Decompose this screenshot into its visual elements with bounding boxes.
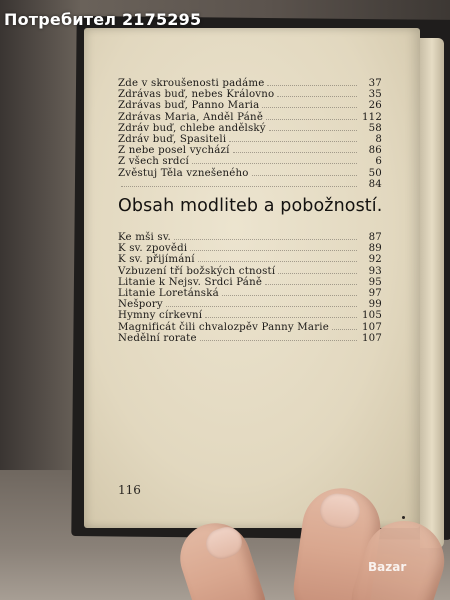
index-entry (118, 288, 382, 299)
leader-dots (200, 340, 357, 341)
index-entry (118, 299, 382, 310)
index-entry (118, 156, 382, 167)
entry-title: K sv. přijímání (118, 254, 195, 266)
leader-dots (262, 107, 357, 108)
leader-dots (277, 96, 357, 97)
entry-title: Magnificát čili chvalozpěv Panny Marie (118, 321, 329, 333)
entry-page-number: 112 (361, 111, 382, 123)
entry-page-number: 107 (361, 321, 382, 333)
entry-page-number: 26 (368, 100, 382, 112)
entry-title: Zdrávas buď, Panno Maria (118, 100, 260, 112)
page-text (84, 28, 420, 528)
entry-page-number: 87 (368, 232, 382, 243)
print-mark (402, 516, 405, 519)
entry-title: Zdráv buď, Spasiteli (118, 134, 227, 146)
entry-page-number: 93 (368, 265, 382, 277)
leader-dots (121, 186, 357, 187)
entry-page-number: 89 (368, 243, 382, 255)
entry-title: Hymny církevní (118, 310, 203, 322)
entry-title: Zde v skroušenosti padáme (118, 78, 265, 89)
page-edges (420, 38, 444, 548)
section-title: Obsah modliteb a pobožností. (118, 196, 383, 216)
book-page (84, 28, 420, 528)
entry-title: Litanie Loretánská (118, 288, 219, 300)
index-top-entries (118, 78, 382, 190)
entry-title: Zdrávas buď, nebes Královno (118, 89, 275, 101)
index-entry (118, 277, 382, 288)
entry-page-number: 92 (368, 254, 382, 266)
leader-dots (174, 239, 357, 240)
entry-title: Litanie k Nejsv. Srdci Páně (118, 276, 263, 288)
entry-title: Nešpory (118, 299, 163, 311)
index-entry (118, 179, 382, 190)
site-logo: Bazar (368, 560, 407, 574)
leader-dots (278, 273, 357, 274)
entry-page-number: 50 (368, 167, 382, 179)
entry-title: Nedělní rorate (118, 332, 197, 344)
entry-page-number: 6 (375, 156, 382, 168)
leader-dots (198, 261, 357, 262)
entry-page-number: 8 (375, 134, 382, 146)
entry-page-number: 105 (361, 310, 382, 322)
entry-page-number: 107 (361, 332, 382, 344)
entry-page-number: 95 (368, 276, 382, 288)
leader-dots (269, 130, 357, 131)
leader-dots (233, 152, 357, 153)
entry-title: Zdrávas Maria, Anděl Páně (118, 111, 264, 123)
index-entry (118, 134, 382, 145)
entry-title: Z všech srdcí (118, 156, 190, 168)
leader-dots (166, 306, 357, 307)
index-entry (118, 254, 382, 265)
index-entry (118, 112, 382, 123)
entry-title: K sv. zpovědi (118, 243, 188, 255)
index-entry (118, 243, 382, 254)
entry-title: Z nebe posel vychází (118, 145, 230, 157)
entry-page-number: 35 (368, 89, 382, 101)
index-entry (118, 333, 382, 344)
watermark-text: Потребител 2175295 (4, 10, 202, 29)
entry-page-number: 37 (368, 78, 382, 89)
index-entry (118, 310, 382, 321)
index-entry (118, 232, 382, 243)
entry-page-number: 86 (368, 145, 382, 157)
leader-dots (252, 175, 357, 176)
entry-title: Vzbuzení tří božských ctností (118, 265, 276, 277)
leader-dots (192, 163, 357, 164)
page-number: 116 (118, 483, 141, 497)
leader-dots (190, 250, 357, 251)
index-section-entries (118, 232, 382, 344)
leader-dots (265, 284, 357, 285)
leader-dots (222, 295, 357, 296)
leader-dots (332, 329, 357, 330)
index-entry (118, 322, 382, 333)
index-entry (118, 89, 382, 100)
leader-dots (266, 119, 357, 120)
entry-title: Zdráv buď, chlebe andělský (118, 122, 266, 134)
leader-dots (267, 85, 357, 86)
entry-page-number: 84 (368, 178, 382, 190)
index-entry (118, 100, 382, 111)
entry-title: Zvěstuj Těla vznešeného (118, 167, 249, 179)
entry-page-number: 97 (368, 288, 382, 300)
entry-page-number: 58 (368, 122, 382, 134)
index-entry (118, 266, 382, 277)
index-entry (118, 145, 382, 156)
leader-dots (205, 317, 357, 318)
index-entry (118, 123, 382, 134)
index-entry (118, 78, 382, 89)
entry-page-number: 99 (368, 299, 382, 311)
index-entry (118, 168, 382, 179)
entry-title: Ke mši sv. (118, 232, 172, 243)
leader-dots (229, 141, 357, 142)
